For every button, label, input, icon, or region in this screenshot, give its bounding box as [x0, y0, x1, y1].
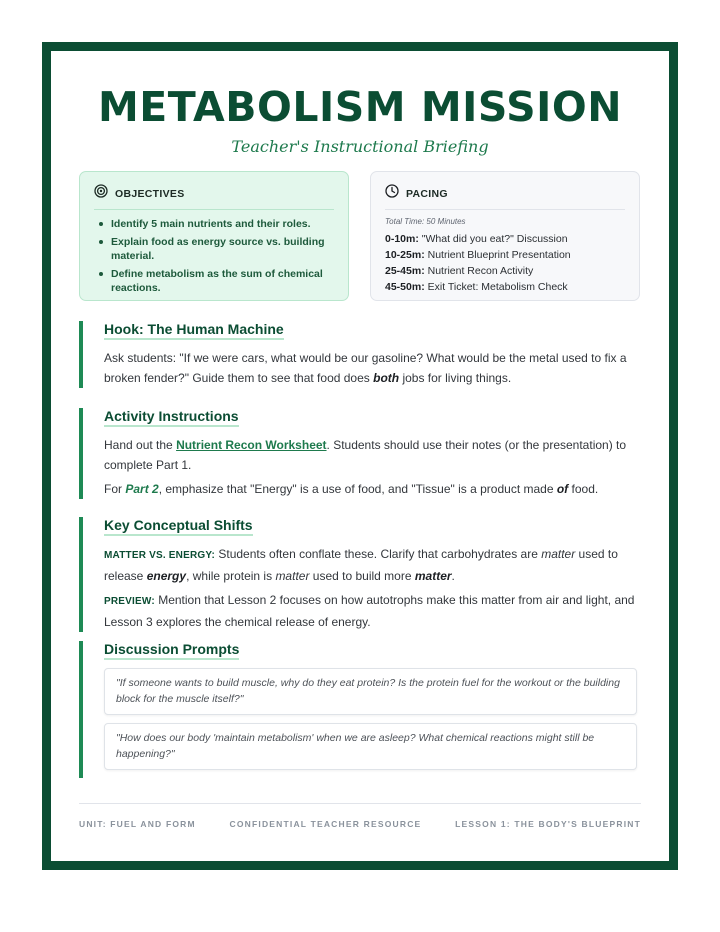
objective-item: Explain food as energy source vs. building material. — [94, 235, 334, 263]
activity-paragraph-1: Hand out the Nutrient Recon Worksheet. Students should use their notes (or the presentation) to complete Part 1. — [104, 438, 627, 472]
page-frame — [42, 42, 678, 870]
objectives-card — [79, 171, 349, 301]
pacing-time: 45-50m: — [385, 281, 425, 293]
pacing-activity: Exit Ticket: Metabolism Check — [427, 281, 568, 293]
pacing-activity: Nutrient Recon Activity — [427, 265, 534, 277]
shift-tag: PREVIEW: — [104, 596, 155, 607]
shifts-section — [79, 517, 641, 632]
objectives-list — [94, 217, 334, 295]
activity-section — [79, 408, 641, 499]
discussion-section — [79, 641, 641, 778]
objectives-title: OBJECTIVES — [115, 187, 185, 200]
pacing-total-time: Total Time: 50 Minutes — [385, 217, 466, 226]
part-2-emphasis: Part 2 — [125, 482, 159, 496]
pacing-header — [385, 184, 625, 210]
pacing-row — [385, 247, 625, 263]
hook-text: Ask students: "If we were cars, what would be our gasoline? What would be the metal used to fix a broken fender?" Guide them to see that food does both jobs for living things. — [104, 351, 627, 385]
clock-icon — [385, 184, 399, 203]
pacing-activity: "What did you eat?" Discussion — [421, 233, 568, 245]
objectives-header — [94, 184, 334, 210]
worksheet-link[interactable]: Nutrient Recon Worksheet — [176, 438, 327, 452]
discussion-title: Discussion Prompts — [104, 641, 239, 660]
objective-item: Define metabolism as the sum of chemical reactions. — [94, 267, 334, 295]
shift-matter-energy: MATTER VS. ENERGY: Students often conflate these. Clarify that carbohydrates are matter used to release energy, while protein is matter used to build more matter. — [104, 547, 618, 583]
pacing-row — [385, 279, 625, 295]
pacing-activity: Nutrient Blueprint Presentation — [427, 249, 571, 261]
pacing-row — [385, 263, 625, 279]
pacing-time: 25-45m: — [385, 265, 425, 277]
shift-preview: PREVIEW: Mention that Lesson 2 focuses on how autotrophs make this matter from air and light, and Lesson 3 explores the chemical release of energy. — [104, 593, 635, 629]
objective-item: Identify 5 main nutrients and their roles. — [94, 217, 334, 231]
footer-unit: UNIT: FUEL AND FORM — [79, 819, 196, 829]
hook-emphasis: both — [373, 371, 400, 385]
shifts-title: Key Conceptual Shifts — [104, 517, 253, 536]
target-icon — [94, 184, 108, 203]
activity-title: Activity Instructions — [104, 408, 239, 427]
footer-confidential: CONFIDENTIAL TEACHER RESOURCE — [229, 819, 422, 829]
discussion-prompt: "If someone wants to build muscle, why do they eat protein? Is the protein fuel for the workout or the building block for the muscle itself?" — [104, 668, 637, 715]
activity-paragraph-2: For Part 2, emphasize that "Energy" is a use of food, and "Tissue" is a product made of food. — [104, 482, 599, 496]
page-title: METABOLISM MISSION — [97, 83, 623, 131]
of-emphasis: of — [556, 482, 569, 496]
footer — [79, 803, 641, 829]
shift-tag: MATTER VS. ENERGY: — [104, 550, 216, 561]
pacing-row — [385, 231, 625, 247]
hook-section — [79, 321, 641, 388]
hook-title: Hook: The Human Machine — [104, 321, 284, 340]
pacing-time: 10-25m: — [385, 249, 425, 261]
page-subtitle: Teacher's Instructional Briefing — [231, 137, 489, 156]
pacing-title: PACING — [406, 187, 448, 200]
discussion-prompt: "How does our body 'maintain metabolism' when we are asleep? What chemical reactions might still be happening?" — [104, 723, 637, 770]
pacing-time: 0-10m: — [385, 233, 419, 245]
pacing-card — [370, 171, 640, 301]
footer-lesson: LESSON 1: THE BODY'S BLUEPRINT — [455, 819, 641, 829]
